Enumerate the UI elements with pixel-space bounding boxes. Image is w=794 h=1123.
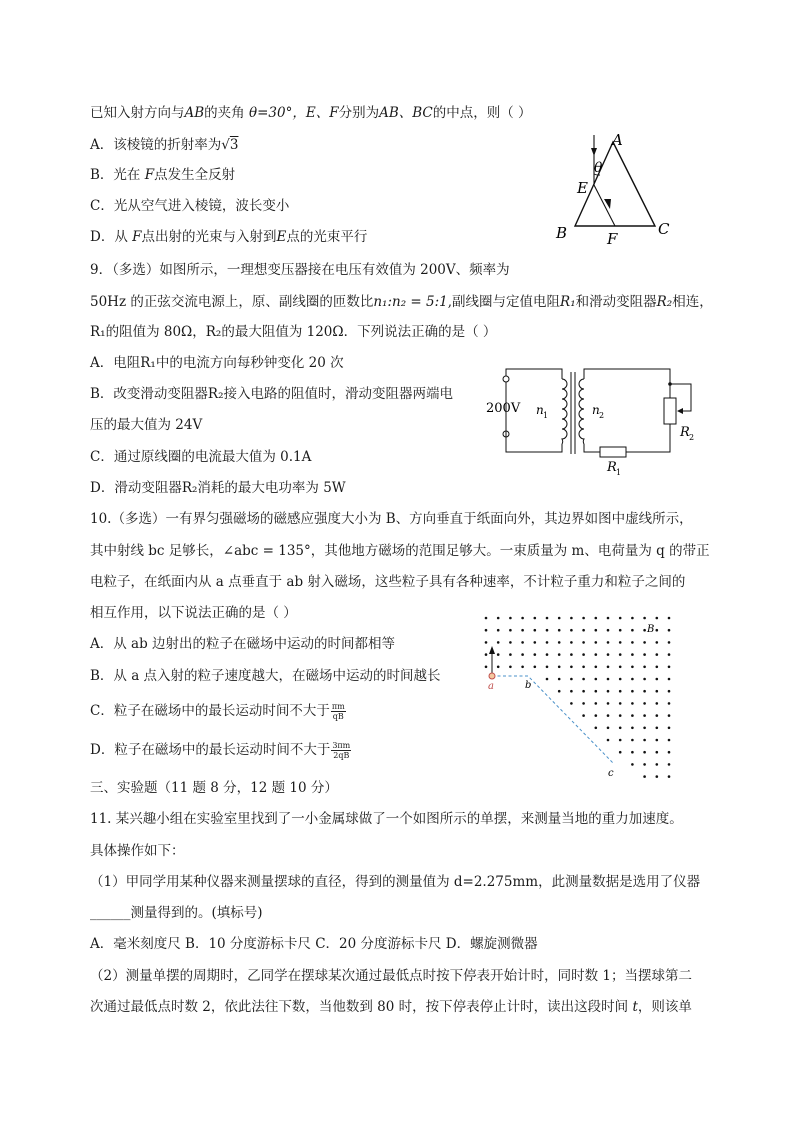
q8-option-c: C．光从空气进入棱镜，波长变小 <box>90 198 290 214</box>
transformer-circuit <box>484 364 714 476</box>
secondary-coil <box>579 379 584 444</box>
field-dot <box>582 653 585 656</box>
q8-option-a <box>90 136 238 154</box>
field-dot <box>607 666 610 669</box>
slider-arrow-icon <box>677 408 683 414</box>
field-dot <box>582 666 585 669</box>
field-dot <box>631 641 634 644</box>
q8-stem <box>90 104 532 122</box>
label-n1-sub: 1 <box>543 411 549 420</box>
field-dot <box>619 690 622 693</box>
field-dot <box>595 727 598 730</box>
field-dot <box>521 641 524 644</box>
field-dot <box>607 629 610 632</box>
field-dot <box>485 653 488 656</box>
field-dot <box>558 629 561 632</box>
field-dot <box>534 666 537 669</box>
field-dot <box>631 739 634 742</box>
field-dot <box>668 666 671 669</box>
label-b: B <box>556 224 568 242</box>
field-dot <box>656 739 659 742</box>
q9-line2-text: 50Hz 的正弦交流电源上，原、副线圈的匝数比 <box>90 294 374 310</box>
label-a: A <box>612 131 623 149</box>
fraction-denominator: qB <box>332 712 344 721</box>
field-dot <box>643 763 646 766</box>
field-dot <box>668 629 671 632</box>
fraction-numerator: 3πm <box>332 741 351 750</box>
field-dot <box>534 629 537 632</box>
field-dot <box>656 714 659 717</box>
field-dot <box>619 702 622 705</box>
field-dot <box>631 763 634 766</box>
field-dot <box>595 617 598 620</box>
field-dot <box>668 678 671 681</box>
field-dot <box>643 714 646 717</box>
field-dot <box>619 739 622 742</box>
q9-option-b-line1: B．改变滑动变阻器R₂接入电路的阻值时，滑动变阻器两端电 <box>90 386 453 402</box>
q10-line4: 相互作用，以下说法正确的是（ ） <box>90 605 297 621</box>
q9-title: 9．（多选）如图所示，一理想变压器接在电压有效值为 200V、频率为 <box>90 262 510 278</box>
field-dot <box>668 641 671 644</box>
junction-dot-icon <box>668 382 672 386</box>
field-dot <box>570 690 573 693</box>
field-dot <box>656 727 659 730</box>
field-dot <box>595 641 598 644</box>
field-dot <box>643 775 646 778</box>
q8-stem-theta: θ=30°， <box>248 105 306 121</box>
q8-option-b-text: B．光在 <box>90 167 145 183</box>
field-dot <box>656 763 659 766</box>
q8-stem-ef: E、F <box>305 105 339 121</box>
label-theta: θ <box>594 160 603 176</box>
field-dot <box>546 617 549 620</box>
field-dot <box>668 751 671 754</box>
field-dot <box>668 775 671 778</box>
q8-option-a-value: 3 <box>229 137 239 153</box>
refracted-ray <box>594 185 615 226</box>
field-dot <box>619 617 622 620</box>
field-dot <box>595 702 598 705</box>
q8-stem-ab: AB <box>184 105 205 121</box>
field-dot <box>631 653 634 656</box>
entry-point-a <box>489 673 495 679</box>
field-dot <box>643 629 646 632</box>
field-dot <box>570 702 573 705</box>
q9-line2-text3: 和滑动变阻器 <box>575 294 657 310</box>
field-dot <box>643 653 646 656</box>
field-dot <box>582 690 585 693</box>
field-dot <box>558 678 561 681</box>
field-dot <box>607 617 610 620</box>
field-dot <box>643 727 646 730</box>
velocity-arrow-icon <box>489 646 495 654</box>
q10-line2: 其中射线 bc 足够长，∠abc = 135°，其他地方磁场的范围足够大。一束质量为 m、电荷量为 q 的带正 <box>90 543 710 559</box>
q8-option-b-f: F <box>144 167 155 183</box>
field-dot <box>509 666 512 669</box>
field-dot <box>534 653 537 656</box>
field-dot <box>582 629 585 632</box>
q8-option-a-text: A．该棱镜的折射率为 <box>90 137 222 153</box>
field-dot <box>619 751 622 754</box>
field-dot <box>668 617 671 620</box>
terminal-top-icon <box>503 376 509 382</box>
field-dot <box>521 617 524 620</box>
field-dots <box>485 617 671 778</box>
label-n2-sub: 2 <box>599 411 605 420</box>
q8-option-d-e: E <box>276 229 287 245</box>
field-dot <box>619 714 622 717</box>
field-dot <box>497 653 500 656</box>
label-r2-sub: 2 <box>689 433 695 442</box>
q8-stem-text2: 的夹角 <box>204 105 249 121</box>
q9-r2: R₂ <box>656 294 673 310</box>
field-dot <box>656 653 659 656</box>
field-dot <box>643 702 646 705</box>
field-dot <box>558 641 561 644</box>
field-dot <box>497 617 500 620</box>
field-dot <box>582 617 585 620</box>
label-n1: n <box>536 403 544 417</box>
field-dot <box>485 629 488 632</box>
section-three-title: 三、实验题（11 题 8 分，12 题 10 分） <box>90 780 338 796</box>
label-field-b: B <box>647 624 655 635</box>
field-dot <box>619 641 622 644</box>
field-dot <box>534 641 537 644</box>
q11-line7-text: 次通过最低点时数 2，依此法往下数，当他数到 80 时，按下停表停止计时，读出这段时间 <box>90 999 633 1015</box>
q9-line2-text4: 相连， <box>672 294 713 310</box>
field-dot <box>619 666 622 669</box>
field-dot <box>546 629 549 632</box>
fraction-denominator: 2qB <box>333 751 350 760</box>
q10-option-c <box>90 702 346 721</box>
fraction-3pim-2qb <box>331 741 351 760</box>
q11-line7-text2: ，则该单 <box>637 999 692 1015</box>
q8-option-d-text: D．从 <box>90 229 133 245</box>
incident-arrow-icon <box>591 148 597 156</box>
field-dot <box>656 702 659 705</box>
field-dot <box>558 690 561 693</box>
q11-line7 <box>90 998 692 1016</box>
q8-option-b-text2: 点发生全反射 <box>154 167 236 183</box>
q11-line4: ______测量得到的。(填标号) <box>90 905 263 921</box>
field-dot <box>558 666 561 669</box>
field-dot <box>668 763 671 766</box>
field-dot <box>509 629 512 632</box>
field-dot <box>546 653 549 656</box>
field-dot <box>521 629 524 632</box>
label-b: b <box>525 680 532 691</box>
field-dot <box>570 653 573 656</box>
field-dot <box>570 629 573 632</box>
field-dot <box>607 739 610 742</box>
field-dot <box>656 629 659 632</box>
field-dot <box>485 666 488 669</box>
field-dot <box>546 678 549 681</box>
q10-option-d <box>90 741 351 760</box>
field-dot <box>497 629 500 632</box>
field-dot <box>619 727 622 730</box>
q8-option-d-text3: 点的光束平行 <box>286 229 368 245</box>
field-dot <box>570 617 573 620</box>
field-dot <box>546 641 549 644</box>
field-dot <box>607 714 610 717</box>
field-dot <box>607 690 610 693</box>
field-dot <box>595 653 598 656</box>
q8-stem-text3: 分别为 <box>338 105 380 121</box>
label-r1: R <box>607 460 617 475</box>
q10-option-d-text: D．粒子在磁场中的最长运动时间不大于 <box>90 742 331 758</box>
field-dot <box>668 739 671 742</box>
field-dot <box>631 751 634 754</box>
field-dot <box>656 775 659 778</box>
q10-option-a: A．从 ab 边射出的粒子在磁场中运动的时间都相等 <box>90 636 396 652</box>
field-dot <box>656 617 659 620</box>
field-dot <box>497 641 500 644</box>
label-r2: R <box>680 425 690 440</box>
q9-option-c: C．通过原线圈的电流最大值为 0.1A <box>90 449 312 465</box>
field-dot <box>668 653 671 656</box>
field-dot <box>521 666 524 669</box>
field-dot <box>643 678 646 681</box>
field-dot <box>656 751 659 754</box>
field-dot <box>570 678 573 681</box>
label-voltage: 200V <box>486 401 521 416</box>
field-dot <box>570 641 573 644</box>
field-dot <box>668 714 671 717</box>
field-dot <box>668 690 671 693</box>
field-dot <box>656 690 659 693</box>
primary-wire-top <box>506 369 562 379</box>
q11-line2: 具体操作如下： <box>90 843 185 859</box>
q11-line1: 11. 某兴趣小组在实验室里找到了一小金属球做了一个如图所示的单摆，来测量当地的重力加速度。 <box>90 811 683 827</box>
field-dot <box>607 641 610 644</box>
field-dot <box>619 653 622 656</box>
label-a: a <box>488 681 494 692</box>
q8-option-d-text2: 点出射的光束与入射到 <box>141 229 277 245</box>
label-n2: n <box>592 403 600 417</box>
q8-option-b <box>90 166 235 184</box>
label-c: C <box>658 220 670 238</box>
field-dot <box>656 678 659 681</box>
field-dot <box>509 641 512 644</box>
secondary-wire-top <box>584 369 670 398</box>
field-dot <box>485 617 488 620</box>
field-dot <box>631 617 634 620</box>
field-dot <box>521 653 524 656</box>
field-dot <box>497 666 500 669</box>
field-dot <box>582 714 585 717</box>
q8-option-d-f: F <box>132 229 142 245</box>
q11-line6: （2）测量单摆的周期时，乙同学在摆球某次通过最低点时按下停表开始计时，同时数 1；当摆球第二 <box>90 968 692 984</box>
field-dot <box>485 641 488 644</box>
field-dot <box>582 702 585 705</box>
label-r1-sub: 1 <box>616 468 622 476</box>
field-dot <box>595 629 598 632</box>
label-c: c <box>608 768 614 779</box>
field-dot <box>656 641 659 644</box>
primary-wire-bottom <box>506 382 562 452</box>
q11-line3: （1）甲同学用某种仪器来测量摆球的直径，得到的测量值为 d=2.275mm，此测量数据是选用了仪器 <box>90 874 701 890</box>
field-dot <box>656 666 659 669</box>
field-dot <box>631 690 634 693</box>
q9-option-a: A．电阻R₁中的电流方向每秒钟变化 20 次 <box>90 355 344 371</box>
field-dot <box>607 678 610 681</box>
q8-stem-text: 已知入射方向与 <box>90 105 185 121</box>
field-dot <box>595 714 598 717</box>
field-dot <box>631 678 634 681</box>
field-dot <box>595 690 598 693</box>
field-dot <box>607 653 610 656</box>
q11-options: A．毫米刻度尺 B．10 分度游标卡尺 C．20 分度游标卡尺 D．螺旋测微器 <box>90 936 538 952</box>
field-dot <box>607 702 610 705</box>
field-dot <box>570 666 573 669</box>
field-dot <box>509 617 512 620</box>
q8-stem-ab-bc: AB、BC <box>379 105 433 121</box>
field-dot <box>619 629 622 632</box>
field-dot <box>595 666 598 669</box>
label-f: F <box>607 230 618 248</box>
q10-option-b: B．从 a 点入射的粒子速度越大，在磁场中运动的时间越长 <box>90 668 441 684</box>
q8-stem-text4: 的中点，则（ ） <box>432 105 532 121</box>
field-dot <box>643 666 646 669</box>
field-dot <box>509 653 512 656</box>
primary-coil <box>562 379 567 444</box>
field-dot <box>631 702 634 705</box>
sqrt-symbol: √ <box>221 137 230 153</box>
resistor-r1 <box>600 447 626 457</box>
q9-line3: R₁的阻值为 80Ω，R₂的最大阻值为 120Ω．下列说法正确的是（ ） <box>90 324 497 340</box>
q10-option-c-text: C．粒子在磁场中的最长运动时间不大于 <box>90 703 330 719</box>
field-dot <box>643 690 646 693</box>
label-e: E <box>577 179 588 197</box>
q10-line1: 10.（多选）一有界匀强磁场的磁感应强度大小为 B、方向垂直于纸面向外，其边界如图中虚线所示， <box>90 511 693 527</box>
field-dot <box>643 739 646 742</box>
secondary-wire-bottom <box>584 424 670 452</box>
field-dot <box>582 678 585 681</box>
boundary-line <box>492 676 614 764</box>
field-dot <box>631 727 634 730</box>
field-dot <box>582 641 585 644</box>
field-dot <box>643 751 646 754</box>
q9-r1: R₁ <box>560 294 576 310</box>
q9-line2-text2: ,副线圈与定值电阻 <box>447 294 561 310</box>
field-dot <box>631 714 634 717</box>
q11-t: t <box>632 999 638 1015</box>
field-dot <box>546 666 549 669</box>
field-dot <box>595 678 598 681</box>
q9-line2 <box>90 293 713 311</box>
fraction-pim-qb <box>331 702 346 721</box>
magnetic-field-figure <box>474 608 694 783</box>
field-dot <box>643 617 646 620</box>
fraction-numerator: πm <box>331 702 345 711</box>
field-dot <box>619 678 622 681</box>
field-dot <box>607 727 610 730</box>
field-dot <box>643 641 646 644</box>
field-dot <box>631 629 634 632</box>
field-dot <box>534 617 537 620</box>
field-dot <box>558 617 561 620</box>
field-dot <box>668 727 671 730</box>
q9-option-b-line2: 压的最大值为 24V <box>90 417 203 433</box>
q10-line3: 电粒子，在纸面内从 a 点垂直于 ab 射入磁场，这些粒子具有各种速率，不计粒子重力和粒子之间的 <box>90 574 686 590</box>
resistor-r2 <box>664 398 676 424</box>
field-dot <box>631 666 634 669</box>
q8-option-d <box>90 228 367 246</box>
q9-ratio: n₁:n₂ = 5:1 <box>373 294 448 310</box>
prism-figure <box>550 130 680 250</box>
field-dot <box>558 653 561 656</box>
q9-option-d: D．滑动变阻器R₂消耗的最大电功率为 5W <box>90 480 346 496</box>
field-dot <box>668 702 671 705</box>
